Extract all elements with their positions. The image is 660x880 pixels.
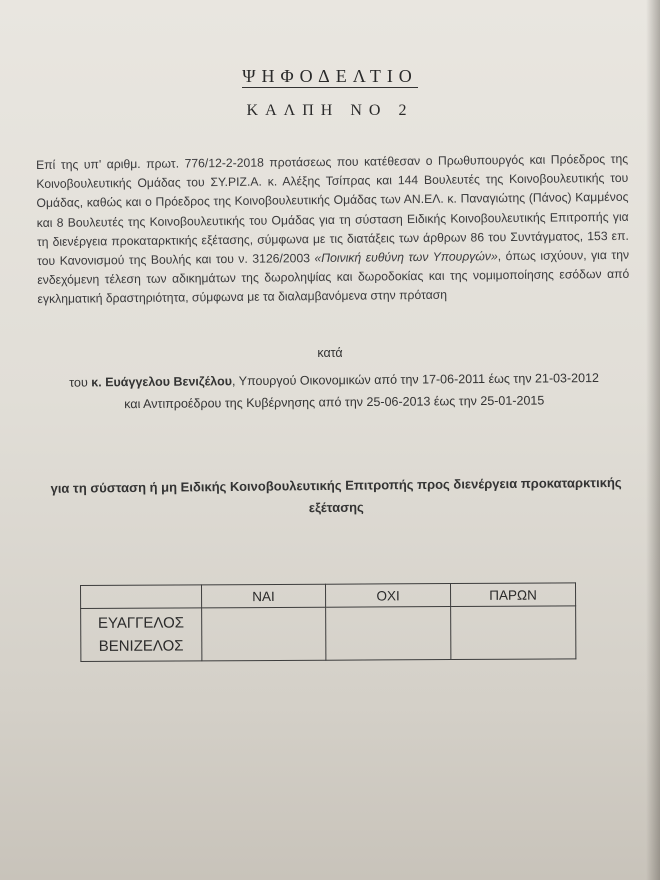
against-word: κατά [317,346,343,360]
accused-name: κ. Ευάγγελου Βενιζέλου [91,374,233,390]
accused-description-line2: και Αντιπροέδρου της Κυβέρνησης από την 25-06-2013 έως την 25-01-2015 [124,393,545,412]
accused-description: του κ. Ευάγγελου Βενιζέλου, Υπουργού Οικονομικών από την 17-06-2011 έως την 21-03-2012 και Αντιπροέδρου της Κυβέρνησης από την 25-06-2013 έως την 25-01-2015 [24,367,644,416]
proposal-text [36,150,630,310]
ballot-purpose: για τη σύσταση ή μη Ειδικής Κοινοβουλευτικής Επιτροπής προς διενέργεια προκαταρκτικής εξέτασης [50,474,622,516]
law-title: «Ποινική ευθύνη των Υπουργών» [314,249,498,266]
vote-yes-box[interactable] [201,607,326,661]
candidate-name: ΕΥΑΓΓΕΛΟΣ ΒΕΝΙΖΕΛΟΣ [81,608,202,662]
proposal-text-part1: Επί της υπ' αριθμ. πρωτ. 776/12-2-2018 προτάσεως που κατέθεσαν ο Πρωθυπουργός και Πρόεδρος της Κοινοβουλευτικής Ομάδας του ΣΥ.ΡΙΖ.Α. κ. Αλέξης Τσίπρας και 144 Βουλευτές της Κοινοβουλευτικής του Ομάδας, καθώς και ο Πρόεδρος της Κοινοβουλευτικής Ομάδας των ΑΝ.ΕΛ. κ. Παναγιώτης (Πάνος) Καμμένος και 8 Βουλευτές της Κοινοβουλευτικής του Ομάδας για τη σύσταση Ειδικής Κοινοβουλευτικής Επιτροπής για τη διενέργεια προκαταρκτικής εξέτασης, σύμφωνα με τις διατάξεις των άρθρων 86 του Συντάγματος, 153 επ. του Κανονισμού της Βουλής και του ν. 3126/2003 [36,151,629,269]
proposal-text-part2: , όπως ισχύουν, για την ενδεχόμενη τέλεση των αδικημάτων της δωροληψίας και δωροδοκίας και της νομιμοποίησης εσόδων από εγκληματική δραστηριότητα, σύμφωνα με τα διαλαμβανόμενα στην πρόταση [37,247,630,307]
vote-table-header-row [81,583,576,609]
vote-present-box[interactable] [451,606,576,660]
vote-table-corner [81,585,202,609]
column-yes: ΝΑΙ [201,584,326,608]
vote-table-row [81,606,576,662]
vote-table [80,582,576,662]
column-no: ΟΧΙ [326,584,451,608]
ballot-box-number: ΚΑΛΠΗ ΝΟ 2 [246,102,414,119]
ballot-title: ΨΗΦΟΔΕΛΤΙΟ [242,66,418,86]
vote-no-box[interactable] [326,607,451,661]
column-present: ΠΑΡΩΝ [450,583,575,607]
